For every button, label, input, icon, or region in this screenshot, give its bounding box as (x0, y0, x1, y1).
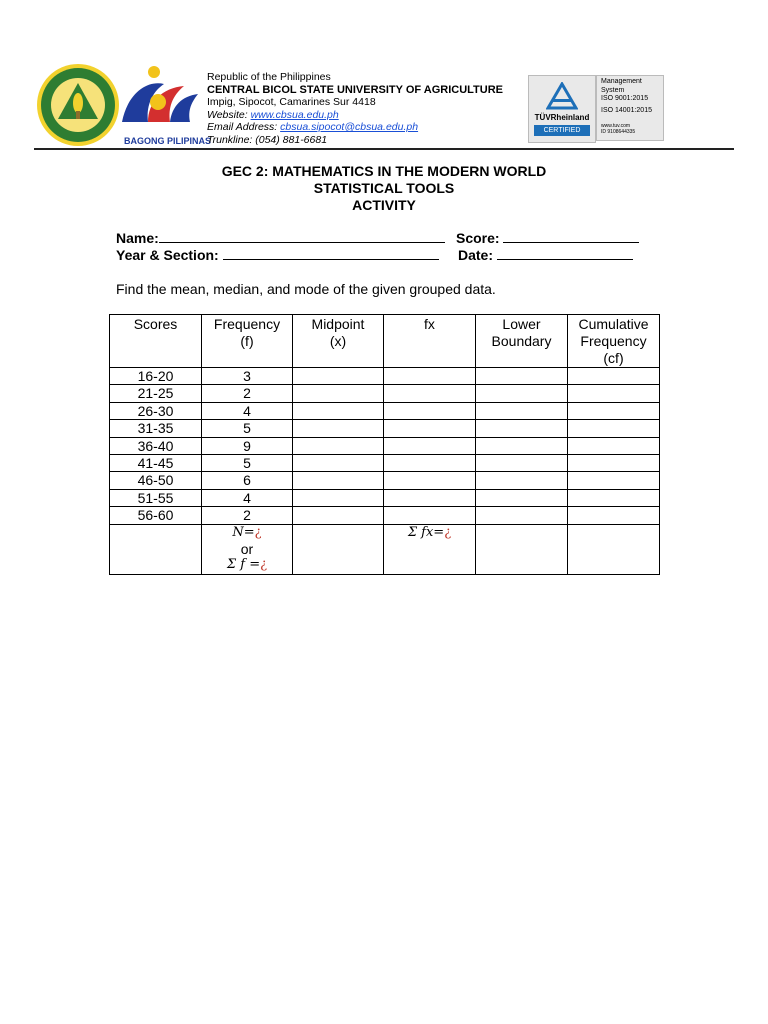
cell-fx[interactable] (384, 489, 476, 506)
date-field[interactable] (458, 247, 633, 263)
address-block (207, 71, 503, 146)
cell-midpoint[interactable] (293, 507, 384, 524)
sum-f-placeholder: ¿ (260, 556, 268, 572)
student-fields (116, 230, 676, 270)
email-line (207, 121, 503, 134)
totals-lower-boundary (476, 524, 568, 574)
cell-frequency: 5 (202, 454, 293, 471)
cell-fx[interactable] (384, 507, 476, 524)
header-lower-boundary-line1: Lower (502, 316, 541, 332)
score-label: Score: (456, 230, 500, 246)
date-blank[interactable] (497, 247, 633, 260)
cell-midpoint[interactable] (293, 402, 384, 419)
university-seal-logo (36, 63, 120, 147)
cell-lower-boundary[interactable] (476, 507, 568, 524)
cell-lower-boundary[interactable] (476, 368, 568, 385)
header-scores (110, 315, 202, 368)
sum-f-formula (202, 557, 292, 573)
header-cf-line1: Cumulative (578, 316, 649, 332)
totals-midpoint (293, 524, 384, 574)
cell-fx[interactable] (384, 368, 476, 385)
score-blank[interactable] (503, 230, 639, 243)
cell-fx[interactable] (384, 385, 476, 402)
cell-frequency: 3 (202, 368, 293, 385)
table-header-row (110, 315, 660, 368)
header-cumulative-frequency (568, 315, 660, 368)
cell-cf[interactable] (568, 489, 660, 506)
management-system-panel (596, 75, 664, 141)
header-frequency-line1: Frequency (213, 316, 281, 332)
cell-lower-boundary[interactable] (476, 420, 568, 437)
cell-midpoint[interactable] (293, 368, 384, 385)
cell-lower-boundary[interactable] (476, 437, 568, 454)
cell-cf[interactable] (568, 507, 660, 524)
totals-cf (568, 524, 660, 574)
n-expr: N= (232, 524, 255, 540)
cell-frequency: 2 (202, 507, 293, 524)
activity-title: ACTIVITY (352, 197, 416, 213)
totals-scores (110, 524, 202, 574)
name-label: Name: (116, 230, 159, 246)
totals-row (110, 524, 660, 574)
header-fx-text: fx (424, 316, 435, 332)
cell-scores: 21-25 (110, 385, 202, 402)
header-scores-text: Scores (133, 316, 178, 332)
name-field[interactable] (116, 230, 445, 246)
cell-cf[interactable] (568, 402, 660, 419)
cell-frequency: 4 (202, 489, 293, 506)
website-line (207, 109, 503, 122)
cell-midpoint[interactable] (293, 437, 384, 454)
year-section-field[interactable] (116, 247, 439, 263)
cell-lower-boundary[interactable] (476, 454, 568, 471)
certified-badge: CERTIFIED (534, 125, 590, 136)
email-label: Email Address: (207, 121, 281, 133)
year-section-blank[interactable] (223, 247, 439, 260)
cell-lower-boundary[interactable] (476, 489, 568, 506)
header-fx (384, 315, 476, 368)
cell-scores: 26-30 (110, 402, 202, 419)
sum-fx-expr: Σ fx= (407, 524, 445, 540)
header-midpoint-line2: (x) (329, 333, 347, 349)
score-field[interactable] (456, 230, 639, 246)
cell-cf[interactable] (568, 420, 660, 437)
tuv-triangle-icon (546, 82, 578, 110)
instruction-text: Find the mean, median, and mode of the given grouped data. (116, 281, 496, 297)
tuv-logo-panel (528, 75, 596, 143)
email-link[interactable]: cbsua.sipocot@cbsua.edu.ph (280, 121, 419, 133)
address-line: Impig, Sipocot, Camarines Sur 4418 (207, 96, 376, 108)
cell-frequency: 2 (202, 385, 293, 402)
sum-fx-formula (384, 525, 475, 541)
trunkline: Trunkline: (054) 881-6681 (207, 133, 328, 146)
sum-f-expr: Σ f = (226, 556, 261, 572)
university-name: CENTRAL BICOL STATE UNIVERSITY OF AGRICULTURE (207, 83, 503, 96)
table-row (110, 472, 660, 489)
cell-midpoint[interactable] (293, 472, 384, 489)
grouped-data-table (109, 314, 660, 575)
cell-scores: 16-20 (110, 368, 202, 385)
table-row (110, 489, 660, 506)
tuv-id: ID 9108644335 (601, 129, 636, 135)
cell-cf[interactable] (568, 368, 660, 385)
ms-line2: System (601, 86, 625, 94)
cell-midpoint[interactable] (293, 489, 384, 506)
sum-fx-placeholder: ¿ (444, 524, 452, 540)
table-row (110, 437, 660, 454)
tuv-certification-badge (528, 75, 664, 141)
website-link[interactable]: www.cbsua.edu.ph (250, 108, 339, 121)
cell-frequency: 5 (202, 420, 293, 437)
header-lower-boundary (476, 315, 568, 368)
cell-fx[interactable] (384, 420, 476, 437)
cell-scores: 51-55 (110, 489, 202, 506)
header-midpoint-line1: Midpoint (311, 316, 365, 332)
table-row (110, 402, 660, 419)
or-text: or (240, 540, 254, 557)
table-row (110, 507, 660, 524)
cell-fx[interactable] (384, 472, 476, 489)
cell-cf[interactable] (568, 472, 660, 489)
name-blank[interactable] (159, 230, 445, 243)
cell-fx[interactable] (384, 437, 476, 454)
header-divider (34, 148, 734, 150)
year-section-label: Year & Section: (116, 247, 219, 263)
n-formula (202, 525, 292, 541)
cell-cf[interactable] (568, 437, 660, 454)
table-row (110, 385, 660, 402)
cell-scores: 46-50 (110, 472, 202, 489)
date-label: Date: (458, 247, 494, 263)
cell-scores: 41-45 (110, 454, 202, 471)
cell-lower-boundary[interactable] (476, 472, 568, 489)
totals-fx[interactable] (384, 524, 476, 574)
iso-14001: ISO 14001:2015 (601, 106, 652, 114)
cell-midpoint[interactable] (293, 454, 384, 471)
header-frequency-line2: (f) (240, 333, 254, 349)
cell-midpoint[interactable] (293, 385, 384, 402)
header-cf-line2: Frequency (580, 333, 647, 349)
iso-9001: ISO 9001:2015 (601, 95, 649, 102)
header-midpoint (293, 315, 384, 368)
cell-cf[interactable] (568, 385, 660, 402)
ms-line1: Management (601, 78, 642, 85)
website-label: Website: (207, 108, 251, 121)
totals-frequency[interactable] (202, 524, 293, 574)
cell-lower-boundary[interactable] (476, 385, 568, 402)
bagong-pilipinas-text: BAGONG PILIPINAS (124, 136, 212, 146)
cell-scores: 56-60 (110, 507, 202, 524)
cell-midpoint[interactable] (293, 420, 384, 437)
header-cf-line3: (cf) (603, 350, 624, 366)
cell-frequency: 6 (202, 472, 293, 489)
table-row (110, 368, 660, 385)
cell-fx[interactable] (384, 402, 476, 419)
cell-frequency: 9 (202, 437, 293, 454)
cell-frequency: 4 (202, 402, 293, 419)
cell-cf[interactable] (568, 454, 660, 471)
country-line: Republic of the Philippines (207, 71, 331, 83)
n-placeholder: ¿ (254, 524, 262, 540)
cell-fx[interactable] (384, 454, 476, 471)
course-title: GEC 2: MATHEMATICS IN THE MODERN WORLD (221, 163, 547, 179)
tuv-web: www.tuv.com (601, 123, 631, 129)
cell-lower-boundary[interactable] (476, 402, 568, 419)
table-row (110, 454, 660, 471)
table-row (110, 420, 660, 437)
tuv-brand: TÜVRheinland (534, 113, 590, 122)
topic-title: STATISTICAL TOOLS (313, 180, 455, 196)
cell-scores: 31-35 (110, 420, 202, 437)
header-lower-boundary-line2: Boundary (491, 333, 552, 349)
header-frequency (202, 315, 293, 368)
cell-scores: 36-40 (110, 437, 202, 454)
